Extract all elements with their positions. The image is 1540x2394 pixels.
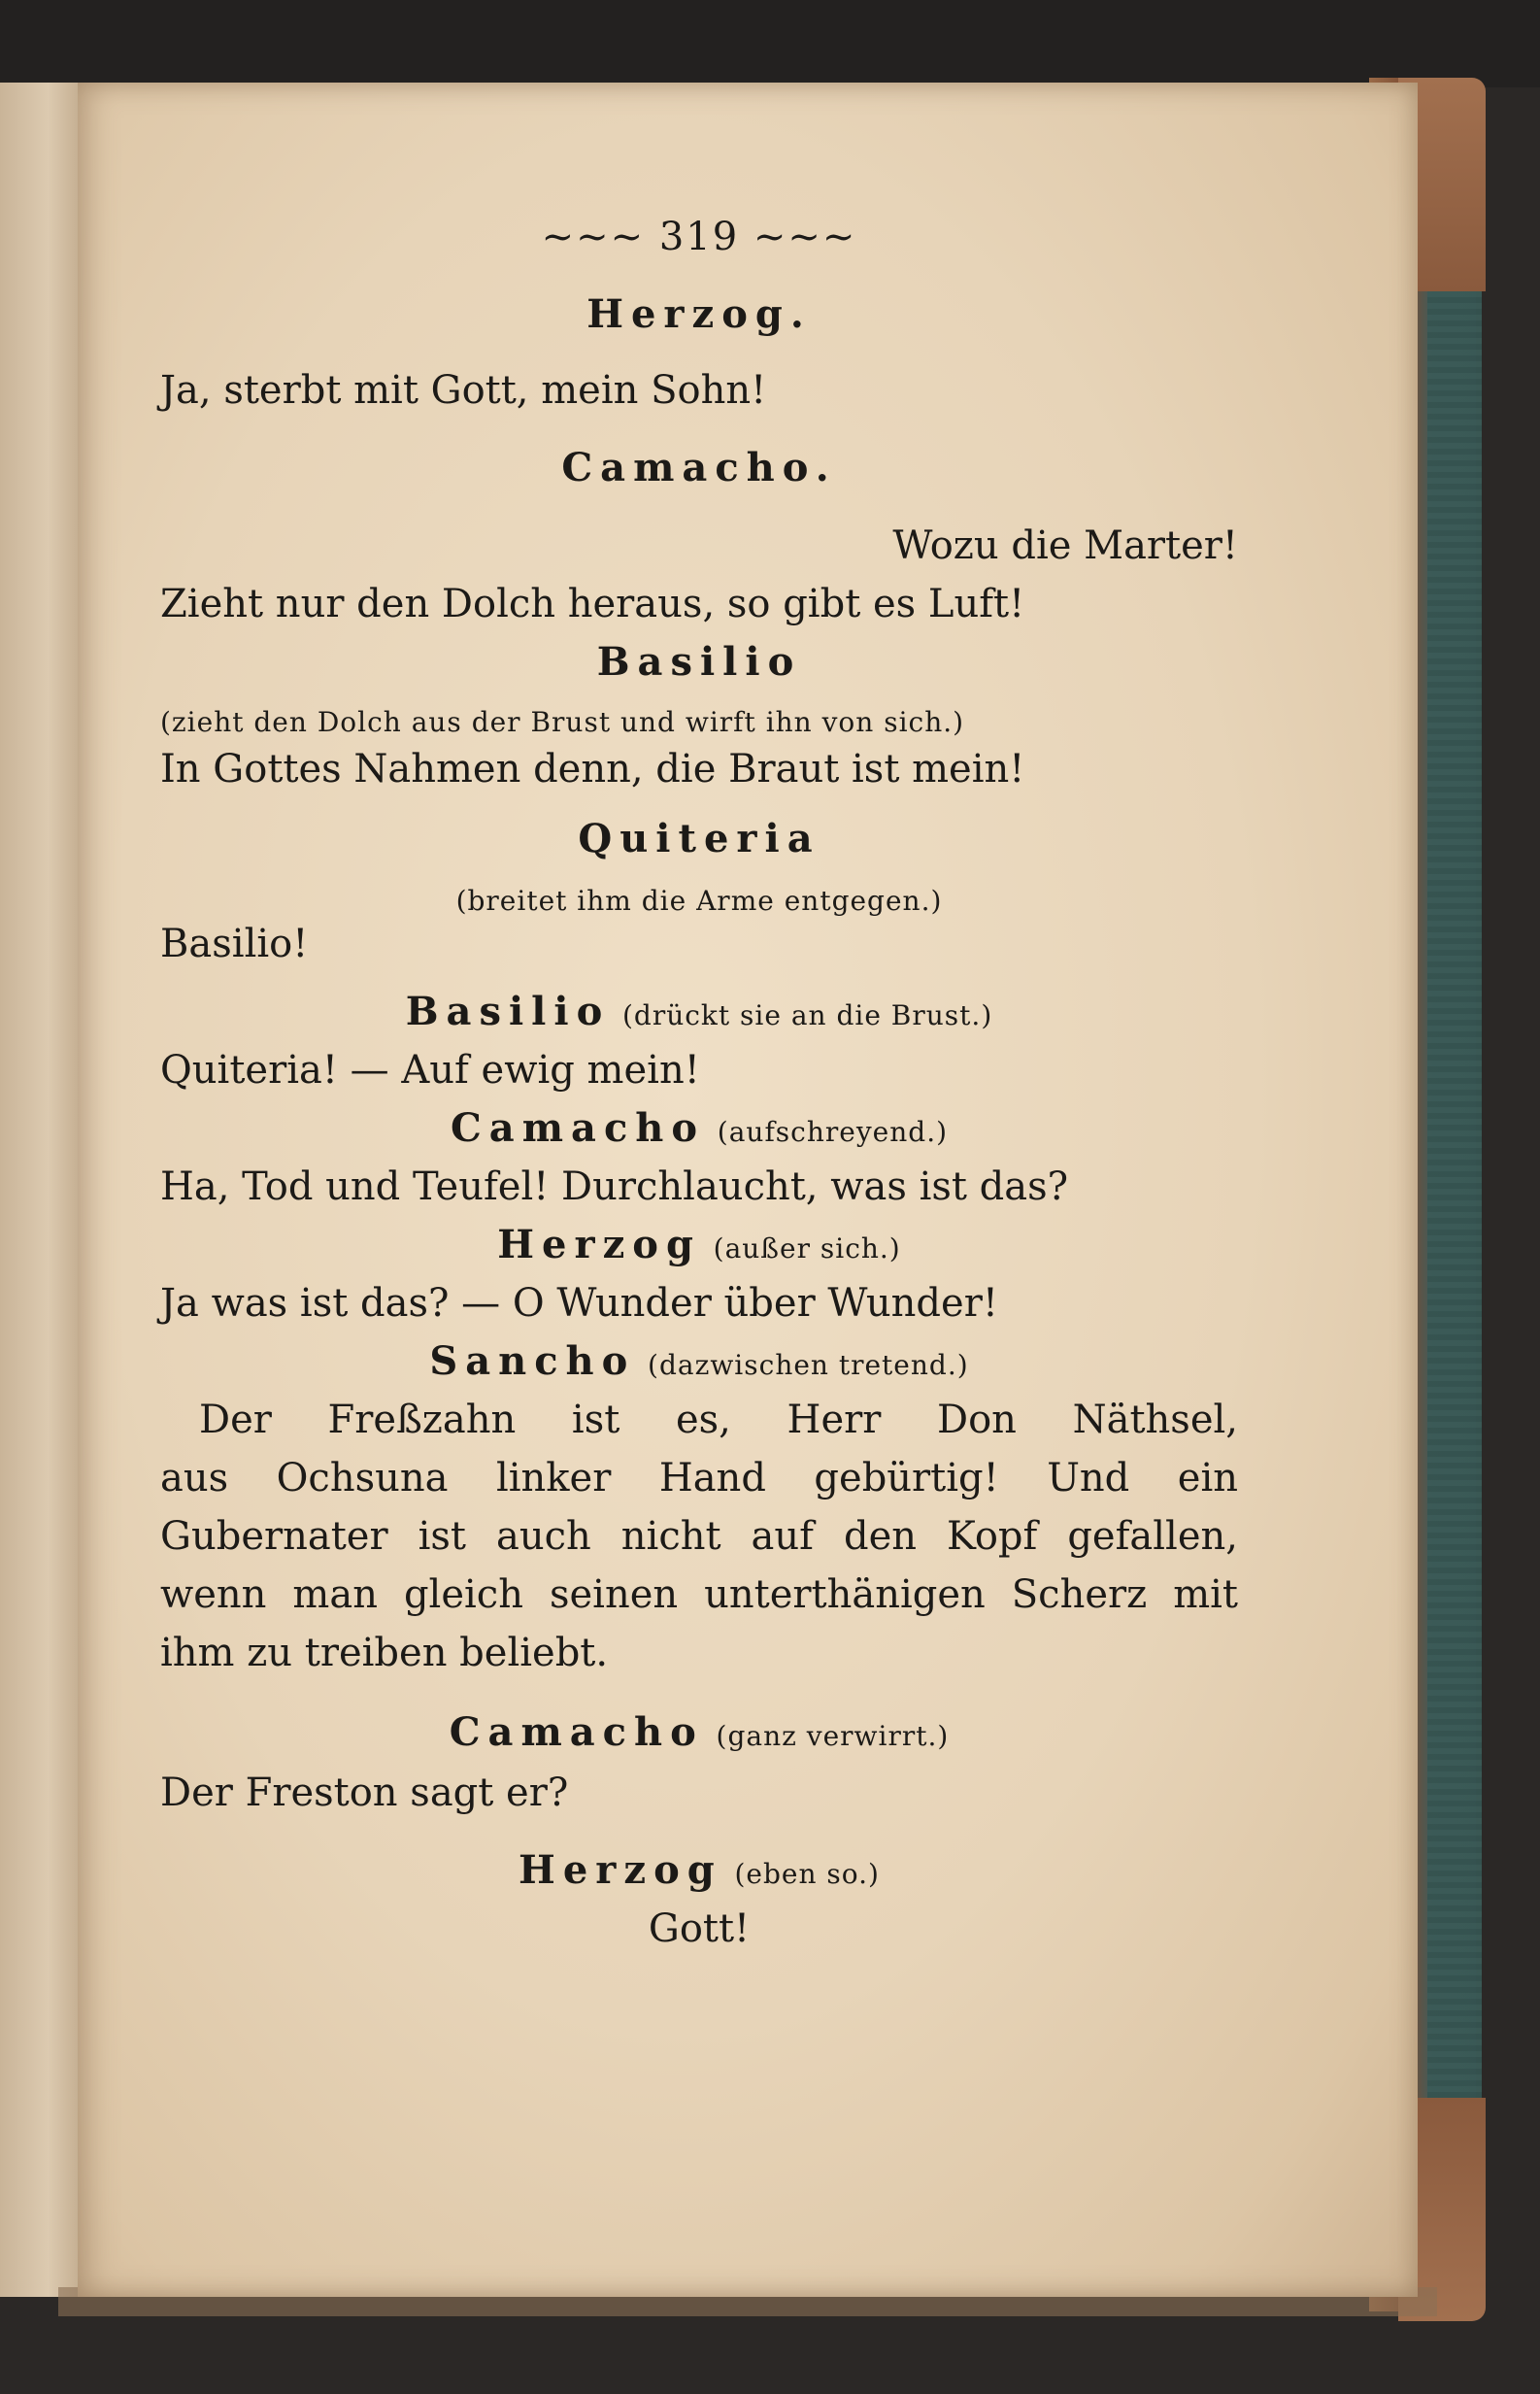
binding-cloth: [1427, 291, 1482, 2098]
verse-line: Ha, Tod und Teufel! Durchlaucht, was ist das?: [160, 1164, 1069, 1209]
verse-line: In Gottes Nahmen denn, die Braut ist mein!: [160, 747, 1025, 792]
speaker-heading: Herzog.: [586, 291, 812, 337]
stage-direction: (eben so.): [734, 1858, 880, 1890]
speaker-heading: Basilio: [596, 639, 802, 685]
prose-line: wenn man gleich seinen unterthänigen Scherz mit: [160, 1572, 1238, 1617]
speaker-with-stage: [160, 1709, 1238, 1760]
left-page-edge: [0, 83, 87, 2297]
speaker-heading: Quiteria: [578, 816, 820, 861]
speaker-with-stage: [160, 1105, 1238, 1156]
stage-direction: (ganz verwirrt.): [716, 1720, 950, 1752]
verse-line: Ja was ist das? — O Wunder über Wunder!: [160, 1281, 998, 1326]
speaker-with-stage: [160, 1222, 1238, 1272]
speaker-name: Basilio: [405, 989, 611, 1034]
stage-direction: (zieht den Dolch aus der Brust und wirft ihn von sich.): [160, 706, 965, 738]
speaker-name: Herzog: [519, 1847, 722, 1893]
prose-line: aus Ochsuna linker Hand gebürtig! Und ein: [160, 1456, 1238, 1500]
stage-direction: (außer sich.): [713, 1232, 901, 1264]
verse-line: Zieht nur den Dolch heraus, so gibt es Luft!: [160, 582, 1025, 626]
verse-line: Wozu die Marter!: [892, 523, 1238, 568]
speaker-name: Herzog: [497, 1222, 701, 1267]
speaker-name: Sancho: [429, 1338, 636, 1384]
stage-direction: (dazwischen tretend.): [648, 1349, 969, 1381]
speaker-with-stage: [160, 989, 1238, 1039]
speaker-heading: Camacho.: [561, 445, 837, 490]
prose-line: ihm zu treiben beliebt.: [160, 1631, 609, 1675]
prose-line: Gubernater ist auch nicht auf den Kopf gefallen,: [160, 1514, 1238, 1559]
speaker-name: Camacho: [450, 1105, 706, 1151]
speaker-name: Camacho: [449, 1709, 704, 1755]
stage-direction: (drückt sie an die Brust.): [621, 999, 993, 1031]
stage-direction: (aufschreyend.): [717, 1116, 949, 1148]
prose-line: Der Freßzahn ist es, Herr Don Näthsel,: [199, 1398, 1238, 1442]
verse-line: Der Freston sagt er?: [160, 1770, 569, 1815]
stage-direction: (breitet ihm die Arme entgegen.): [455, 885, 943, 917]
speaker-with-stage: [160, 1847, 1238, 1898]
speaker-with-stage: [160, 1338, 1238, 1389]
background-top: [0, 0, 1540, 87]
page-number: ~~~ 319 ~~~: [541, 215, 857, 259]
verse-line: Basilio!: [160, 922, 309, 966]
verse-line: Ja, sterbt mit Gott, mein Sohn!: [160, 368, 767, 413]
verse-line: Quiteria! — Auf ewig mein!: [160, 1048, 700, 1093]
verse-line: Gott!: [648, 1906, 751, 1951]
